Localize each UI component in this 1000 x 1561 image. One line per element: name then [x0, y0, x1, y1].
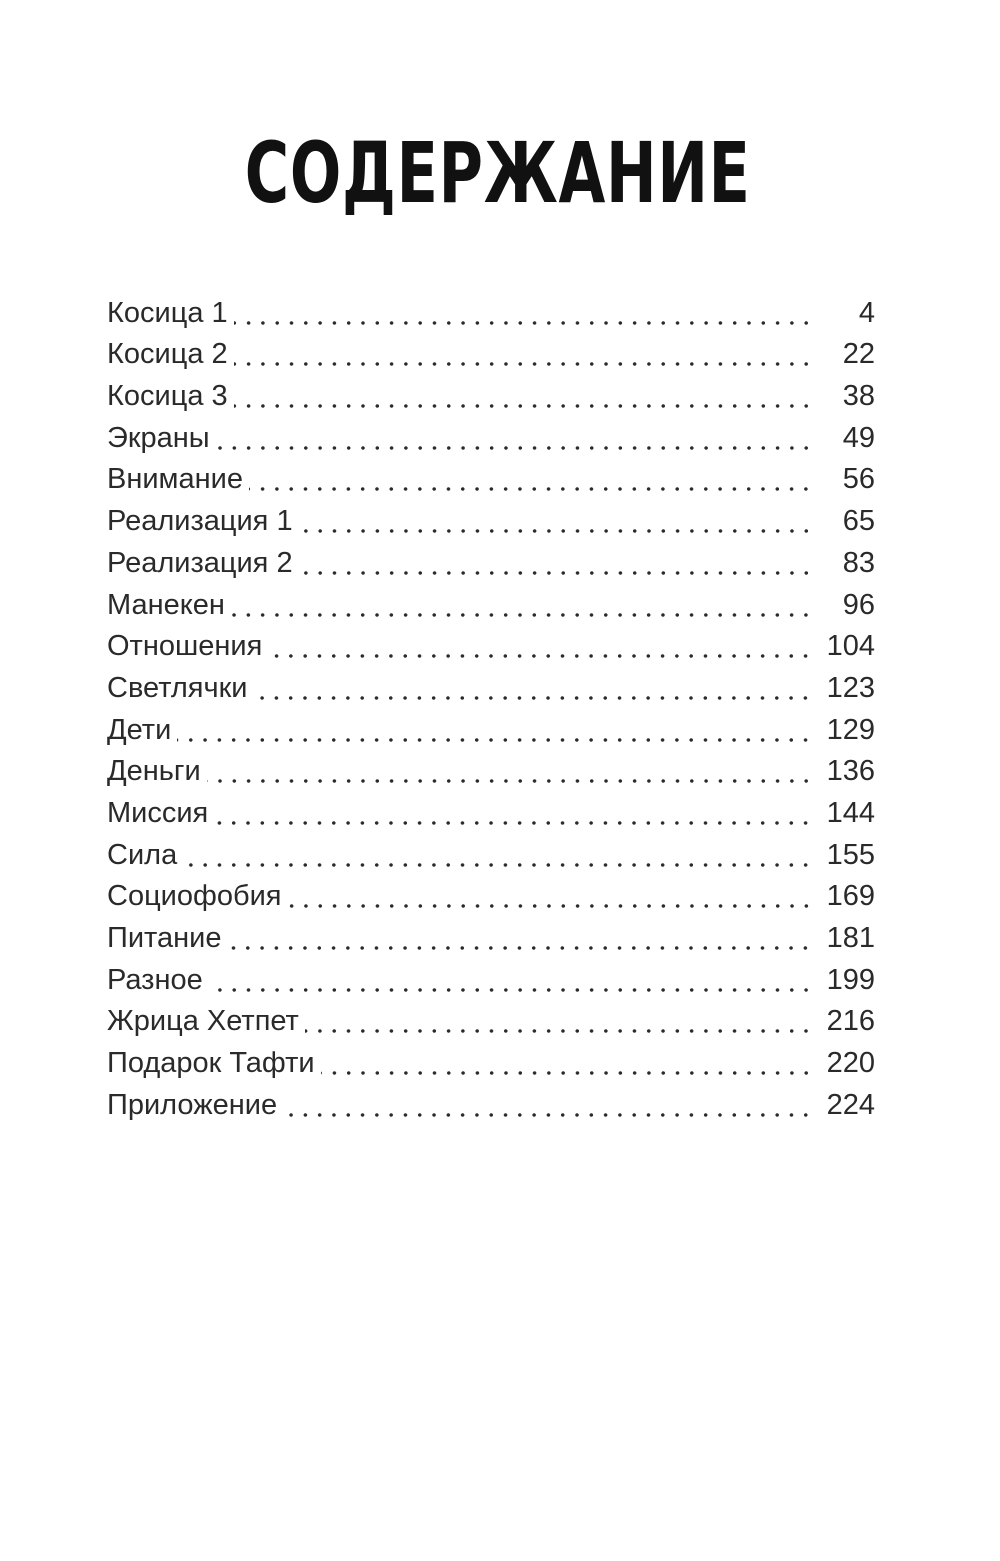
- toc-entry: [107, 538, 875, 580]
- toc-entry-title: Миссия: [107, 796, 214, 830]
- toc-entry-title: Косица 1: [107, 296, 234, 330]
- toc-entry-page: 83: [813, 546, 875, 580]
- dot-leader: [183, 838, 813, 872]
- dot-leader: [268, 629, 813, 663]
- dot-leader: [214, 796, 813, 830]
- toc-entry: [107, 747, 875, 789]
- toc-entry: [107, 1038, 875, 1080]
- dot-leader: [253, 671, 813, 705]
- dot-leader: [234, 337, 813, 371]
- dot-leader: [299, 546, 813, 580]
- toc-entry: [107, 913, 875, 955]
- dot-leader: [207, 754, 813, 788]
- toc-entry: [107, 455, 875, 497]
- toc-entry-page: 49: [813, 421, 875, 455]
- toc-entry: [107, 997, 875, 1039]
- toc-entry-page: 224: [813, 1088, 875, 1122]
- toc-entry-page: 216: [813, 1004, 875, 1038]
- toc-entry-page: 56: [813, 462, 875, 496]
- toc-entry-title: Подарок Тафти: [107, 1046, 321, 1080]
- toc-entry-page: 181: [813, 921, 875, 955]
- dot-leader: [216, 421, 813, 455]
- dot-leader: [283, 1088, 813, 1122]
- toc-entry-title: Отношения: [107, 629, 268, 663]
- toc-entry-title: Экраны: [107, 421, 216, 455]
- toc-entry-page: 123: [813, 671, 875, 705]
- toc-entry-title: Деньги: [107, 754, 207, 788]
- dot-leader: [209, 963, 813, 997]
- toc-entry: [107, 622, 875, 664]
- toc-entry-page: 22: [813, 337, 875, 371]
- dot-leader: [231, 588, 813, 622]
- table-of-contents: [107, 288, 875, 1122]
- toc-entry: [107, 872, 875, 914]
- toc-entry: [107, 788, 875, 830]
- toc-entry-title: Внимание: [107, 462, 249, 496]
- toc-entry-title: Косица 3: [107, 379, 234, 413]
- toc-entry-page: 155: [813, 838, 875, 872]
- toc-entry-title: Светлячки: [107, 671, 253, 705]
- toc-entry-title: Разное: [107, 963, 209, 997]
- toc-entry-page: 104: [813, 629, 875, 663]
- dot-leader: [227, 921, 813, 955]
- toc-entry-page: 38: [813, 379, 875, 413]
- dot-leader: [305, 1004, 813, 1038]
- toc-entry: [107, 830, 875, 872]
- toc-entry: [107, 663, 875, 705]
- contents-heading: СОДЕРЖАНИЕ: [244, 124, 751, 222]
- toc-entry-title: Реализация 1: [107, 504, 299, 538]
- toc-entry: [107, 955, 875, 997]
- toc-entry: [107, 580, 875, 622]
- toc-entry-page: 144: [813, 796, 875, 830]
- toc-entry-title: Жрица Хетпет: [107, 1004, 305, 1038]
- toc-entry-page: 129: [813, 713, 875, 747]
- dot-leader: [177, 713, 813, 747]
- toc-entry-title: Сила: [107, 838, 183, 872]
- toc-entry-page: 169: [813, 879, 875, 913]
- dot-leader: [234, 296, 813, 330]
- toc-entry-title: Приложение: [107, 1088, 283, 1122]
- toc-entry: [107, 330, 875, 372]
- dot-leader: [249, 462, 813, 496]
- toc-entry-page: 220: [813, 1046, 875, 1080]
- toc-entry-page: 4: [813, 296, 875, 330]
- toc-entry: [107, 371, 875, 413]
- toc-entry: [107, 705, 875, 747]
- toc-entry-title: Манекен: [107, 588, 231, 622]
- toc-entry-page: 136: [813, 754, 875, 788]
- toc-entry-page: 65: [813, 504, 875, 538]
- toc-entry-page: 199: [813, 963, 875, 997]
- dot-leader: [299, 504, 813, 538]
- toc-entry-title: Косица 2: [107, 337, 234, 371]
- toc-entry-title: Социофобия: [107, 879, 288, 913]
- dot-leader: [234, 379, 813, 413]
- toc-entry: [107, 1080, 875, 1122]
- toc-entry-title: Питание: [107, 921, 227, 955]
- toc-entry-title: Реализация 2: [107, 546, 299, 580]
- toc-entry-page: 96: [813, 588, 875, 622]
- toc-entry: [107, 496, 875, 538]
- dot-leader: [288, 879, 813, 913]
- toc-entry: [107, 288, 875, 330]
- toc-entry-title: Дети: [107, 713, 177, 747]
- dot-leader: [321, 1046, 813, 1080]
- toc-entry: [107, 413, 875, 455]
